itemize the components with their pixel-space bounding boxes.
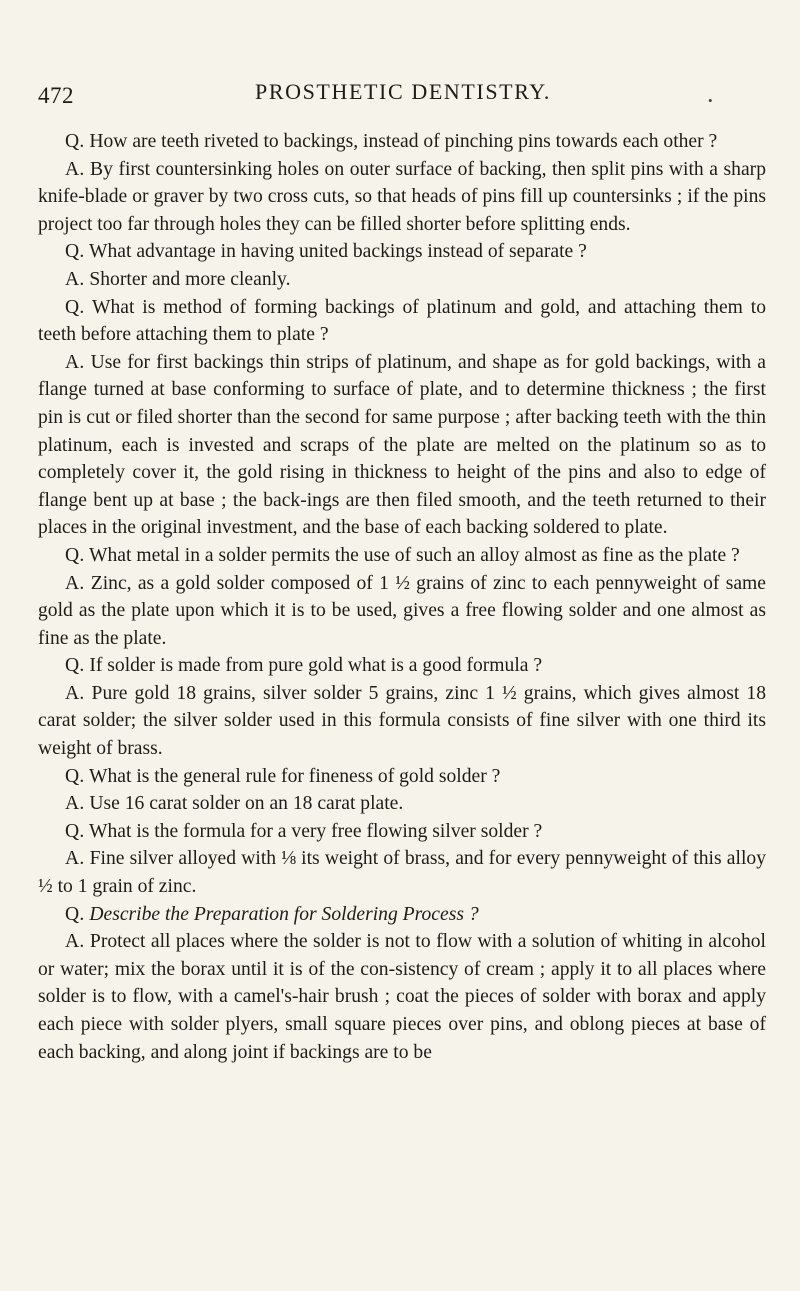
answer-text: Pure gold 18 grains, silver solder 5 grains, zinc 1 ½ grains, which gives almost 18 carat solder; the silver solder used in this formula consists of fine silver with one third its weight of brass. [38,682,766,760]
answer-7 [38,845,766,900]
answer-8 [38,928,766,1066]
book-page [38,0,766,1291]
answer-text: Fine silver alloyed with ⅛ its weight of brass, and for every pennyweight of this alloy ½ to 1 grain of zinc. [38,848,766,898]
running-head [38,0,766,108]
header-title: PROSTHETIC DENTISTRY. [255,79,551,104]
question-label: Q. [65,655,85,677]
question-7 [38,818,766,846]
question-3 [38,294,766,349]
question-text: What metal in a solder permits the use of such an alloy almost as fine as the plate ? [89,544,740,566]
question-label: Q. [65,765,85,787]
answer-text: Protect all places where the solder is not to flow with a solution of whiting in alcohol or water; mix the borax until it is of the con-sistency of cream ; apply it to all places where solder is to flow, with a camel's-hair brush ; coat the pieces of solder with borax and apply each piece with solder plyers, small square pieces over pins, and oblong pieces at base of each backing, and along joint if backings are to be [38,931,766,1063]
answer-label: A. [65,931,85,953]
question-label: Q. [65,131,85,152]
answer-label: A. [65,268,85,290]
answer-text: By first countersinking holes on outer surface of backing, then split pins with a sharp knife-blade or graver by two cross cuts, so that heads of pins fill up countersinks ; if the pins project too far through holes they can be filled shorter before splitting ends. [38,158,766,235]
answer-label: A. [65,793,85,815]
question-text: If solder is made from pure gold what is a good formula ? [89,655,543,677]
question-text: What is method of forming backings of platinum and gold, and attaching them to teeth before attaching them to plate ? [38,296,767,346]
printer-mark: • [708,93,713,108]
question-label: Q. [65,903,85,925]
question-label: Q. [65,544,85,566]
question-text: What is the formula for a very free flowing silver solder ? [89,820,543,842]
answer-text: Shorter and more cleanly. [89,268,291,290]
answer-1 [38,156,766,239]
body-text [38,128,766,1066]
answer-2 [38,266,766,294]
question-4 [38,542,766,570]
question-1 [38,128,766,156]
answer-label: A. [65,158,85,180]
question-text: Describe the Preparation for Soldering Process ? [89,903,479,925]
question-8 [38,901,766,929]
answer-text: Zinc, as a gold solder composed of 1 ½ grains of zinc to each pennyweight of same gold as the plate upon which it is to be used, gives a free flowing solder and one almost as fine as the plate. [38,572,766,649]
question-6 [38,763,766,791]
answer-label: A. [65,351,85,373]
answer-text: Use for first backings thin strips of platinum, and shape as for gold backings, with a flange turned at base conforming to surface of plate, and to determine thickness ; the first pin is cut or filed shorter than the second for same purpose ; after backing teeth with the thin platinum, each is invested and scraps of the plate are melted on the platinum so as to completely cover it, the gold rising in thickness to height of the pins and also to edge of flange bent up at base ; the back-ings are then filed smooth, and the teeth returned to their places in the original investment, and the base of each backing soldered to plate. [38,351,766,539]
question-text: How are teeth riveted to backings, instead of pinching pins towards each other ? [89,131,718,152]
answer-6 [38,790,766,818]
question-text: What advantage in having united backings instead of separate ? [89,241,587,263]
answer-label: A. [65,572,85,594]
question-label: Q. [65,241,85,263]
answer-label: A. [65,682,85,704]
question-2 [38,238,766,266]
question-label: Q. [65,296,85,318]
answer-4 [38,570,766,653]
answer-3 [38,349,766,542]
answer-5 [38,680,766,763]
question-label: Q. [65,820,85,842]
question-text: What is the general rule for fineness of gold solder ? [89,765,501,787]
page-number: 472 [38,83,74,108]
answer-text: Use 16 carat solder on an 18 carat plate. [89,793,404,815]
question-5 [38,652,766,680]
answer-label: A. [65,848,85,870]
